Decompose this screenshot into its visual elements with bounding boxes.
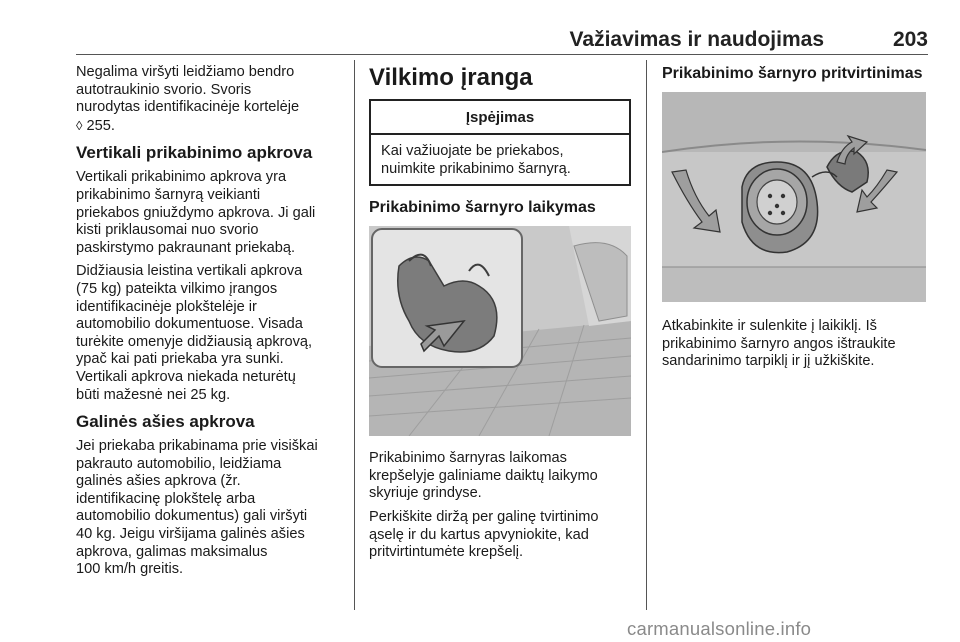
page-reference: 255. [82, 117, 115, 134]
page-number: 203 [892, 28, 928, 51]
warning-box [369, 99, 631, 186]
rear-axle-paragraph: Jei priekaba prikabinama prie visiškai pakrauto automobilio, leidžiama galinės ašies apkrova (žr. identifikacinę plokštelę arba automobilio dokumentus) gali viršyti 40 kg. Jeigu viršijama galinės ašies apkrova, galimas maksimalus 100 km/h greitis. [76, 438, 318, 578]
storage-heading: Prikabinimo šarnyro laikymas [369, 199, 596, 217]
storage-paragraph-2: Perkiškite diržą per galinę tvirtinimo ąselę ir du kartus apvyniokite, kad pritvirtintumėte krepšelį. [369, 508, 599, 561]
page-header [76, 28, 928, 54]
hitch-socket-illustration [662, 92, 926, 302]
attachment-heading: Prikabinimo šarnyro pritvirtinimas [662, 65, 923, 82]
header-rule [76, 54, 928, 55]
column-3 [662, 64, 926, 377]
header-title: Važiavimas ir naudojimas [569, 28, 824, 51]
trunk-storage-illustration [369, 226, 631, 436]
vertical-load-paragraph-1: Vertikali prikabinimo apkrova yra prikabinimo šarnyrą veikianti priekabos gniuždymo apkrova. Ji gali kisti priklausomai nuo svorio paskirstymo pakraunant priekabą. [76, 169, 316, 256]
storage-paragraph-1: Prikabinimo šarnyras laikomas krepšelyje galiniame daiktų laikymo skyriuje grindyse. [369, 450, 598, 502]
page-reference-arrow-icon: ◊ [76, 117, 83, 133]
column-1 [76, 64, 341, 585]
vertical-load-heading: Vertikali prikabinimo apkrova [76, 143, 313, 163]
intro-paragraph: Negalima viršyti leidžiamo bendro autotraukinio svorio. Svoris nurodytas identifikacinėje kortelėje ◊ 255. [76, 64, 300, 134]
column-2 [369, 64, 631, 568]
column-divider-2 [646, 60, 647, 610]
warning-title: Įspėjimas [371, 101, 629, 135]
rear-axle-heading: Galinės ašies apkrova [76, 412, 255, 432]
watermark: carmanualsonline.info [627, 618, 812, 639]
attachment-paragraph: Atkabinkite ir sulenkite į laikiklį. Iš prikabinimo šarnyro angos ištraukite sandarinimo tarpiklį ir jį užkiškite. [662, 318, 896, 370]
column-divider-1 [354, 60, 355, 610]
warning-body: Kai važiuojate be priekabos, nuimkite prikabinimo šarnyrą. [381, 143, 571, 177]
towing-equipment-heading: Vilkimo įranga [369, 64, 533, 91]
vertical-load-paragraph-2: Didžiausia leistina vertikali apkrova (75 kg) pateikta vilkimo įrangos identifikacinėje plokštelėje ir automobilio dokumentuose. Visada turėkite omenyje didžiausią apkrovą, ypač kai pati priekaba yra sunki. Vertikali apkrova niekada neturėtų būti mažesnė nei 25 kg. [76, 263, 313, 403]
